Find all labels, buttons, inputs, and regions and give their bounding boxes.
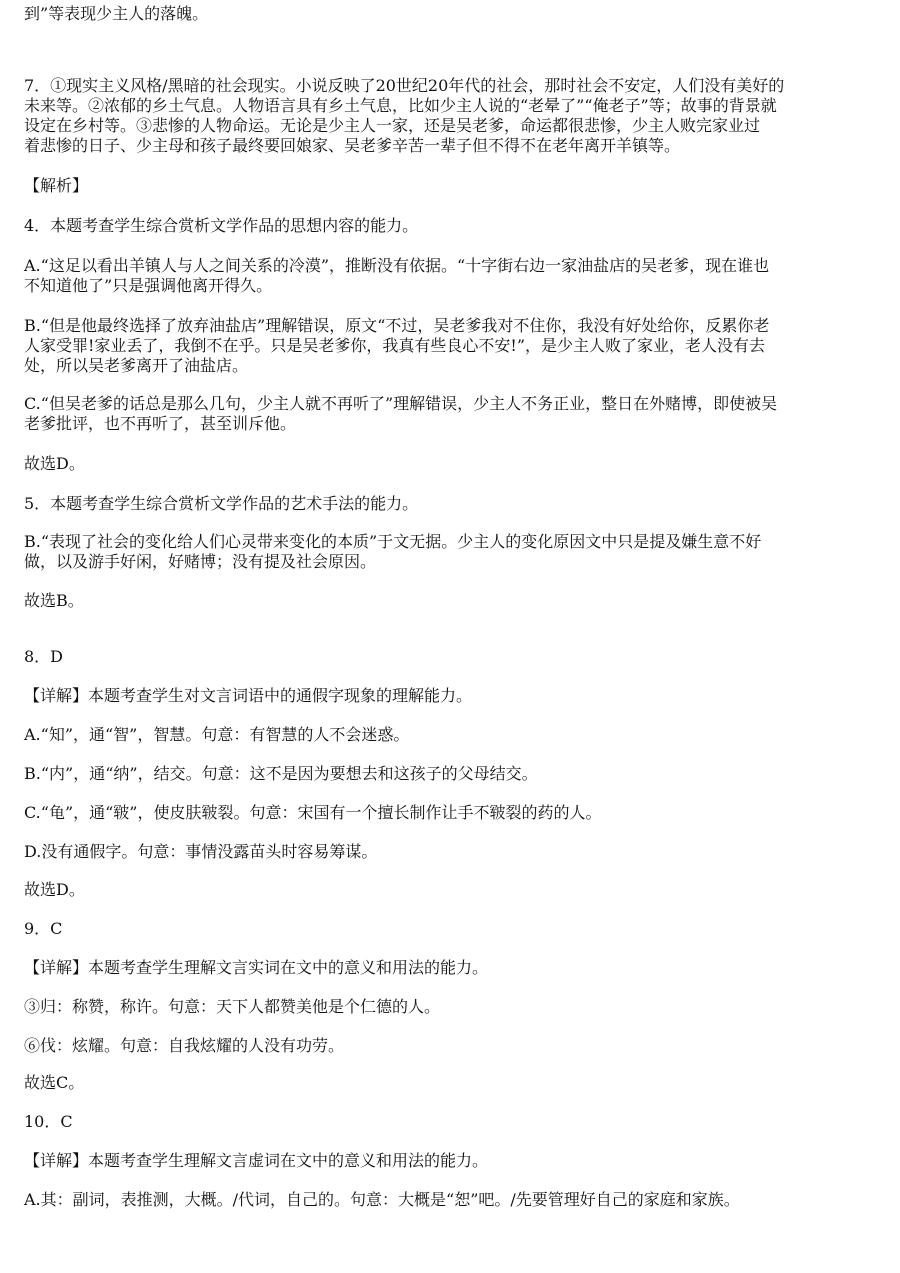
option-d-line: D.没有通假字。句意：事情没露苗头时容易筹谋。 <box>24 842 378 861</box>
option-b-paragraph: B.“但是他最终选择了放弃油盐店”理解错误，原文“不过，吴老爹我对不住你，我没有好处给你，反累你老 人家受罪!家业丢了，我倒不在乎。只是吴老爹你，我真有些良心不安!”，是少主人败了家业，老人没有去 处，所以吴老爹离开了油盐店。 <box>24 316 770 375</box>
option-c-paragraph: C.“但吴老爹的话总是那么几句，少主人就不再听了”理解错误，少主人不务正业，整日在外赌博，即使被吴 老爹批评，也不再听了，甚至训斥他。 <box>24 394 778 433</box>
text-line: 到”等表现少主人的落魄。 <box>24 4 209 23</box>
question-9-answer: 9．C <box>24 919 63 938</box>
option-b-paragraph: B.“表现了社会的变化给人们心灵带来变化的本质”于文无据。少主人的变化原因文中只是提及嫌生意不好 做，以及游手好闲，好赌博；没有提及社会原因。 <box>24 532 762 571</box>
answer-choice: 故选D。 <box>24 454 85 473</box>
answer-choice: 故选B。 <box>24 591 84 610</box>
option-c-line: C.“龟”，通“皲”，使皮肤皲裂。句意：宋国有一个擅长制作让手不皲裂的药的人。 <box>24 803 602 822</box>
option-b-line: B.“内”，通“纳”，结交。句意：这不是因为要想去和这孩子的父母结交。 <box>24 764 538 783</box>
question-5-intro: 5．本题考查学生综合赏析文学作品的艺术手法的能力。 <box>24 494 419 513</box>
detail-heading: 【详解】本题考查学生理解文言实词在文中的意义和用法的能力。 <box>24 958 489 977</box>
question-8-answer: 8．D <box>24 647 64 666</box>
option-a-line: A.“知”，通“智”，智慧。句意：有智慧的人不会迷惑。 <box>24 725 410 744</box>
option-a-line: A.其：副词，表推测，大概。/代词，自己的。句意：大概是“恕”吧。/先要管理好自己的家庭和家族。 <box>24 1190 740 1209</box>
item-3-line: ③归：称赞，称许。句意：天下人都赞美他是个仁德的人。 <box>24 997 441 1016</box>
section-heading-analysis: 【解析】 <box>24 176 89 195</box>
answer-choice: 故选C。 <box>24 1073 85 1092</box>
detail-heading: 【详解】本题考查学生理解文言虚词在文中的意义和用法的能力。 <box>24 1151 489 1170</box>
answer-choice: 故选D。 <box>24 880 85 899</box>
item-6-line: ⑥伐：炫耀。句意：自我炫耀的人没有功劳。 <box>24 1036 345 1055</box>
question-4-intro: 4．本题考查学生综合赏析文学作品的思想内容的能力。 <box>24 216 419 235</box>
detail-heading: 【详解】本题考查学生对文言词语中的通假字现象的理解能力。 <box>24 686 473 705</box>
option-a-paragraph: A.“这足以看出羊镇人与人之间关系的冷漠”，推断没有依据。“十字街右边一家油盐店的吴老爹，现在谁也 不知道他了”只是强调他离开得久。 <box>24 256 770 295</box>
answer-7-paragraph: 7．①现实主义风格/黑暗的社会现实。小说反映了20世纪20年代的社会，那时社会不安定，人们没有美好的 未来等。②浓郁的乡土气息。人物语言具有乡土气息，比如少主人说的“老晕了”“俺老子”等；故事的背景就 设定在乡村等。③悲惨的人物命运。无论是少主人一家，还是吴老爹，命运都很悲惨，少主人败完家业过 着悲惨的日子、少主母和孩子最终要回娘家、吴老爹辛苦一辈子但不得不在老年离开羊镇等。 <box>24 76 785 155</box>
question-10-answer: 10．C <box>24 1112 73 1131</box>
